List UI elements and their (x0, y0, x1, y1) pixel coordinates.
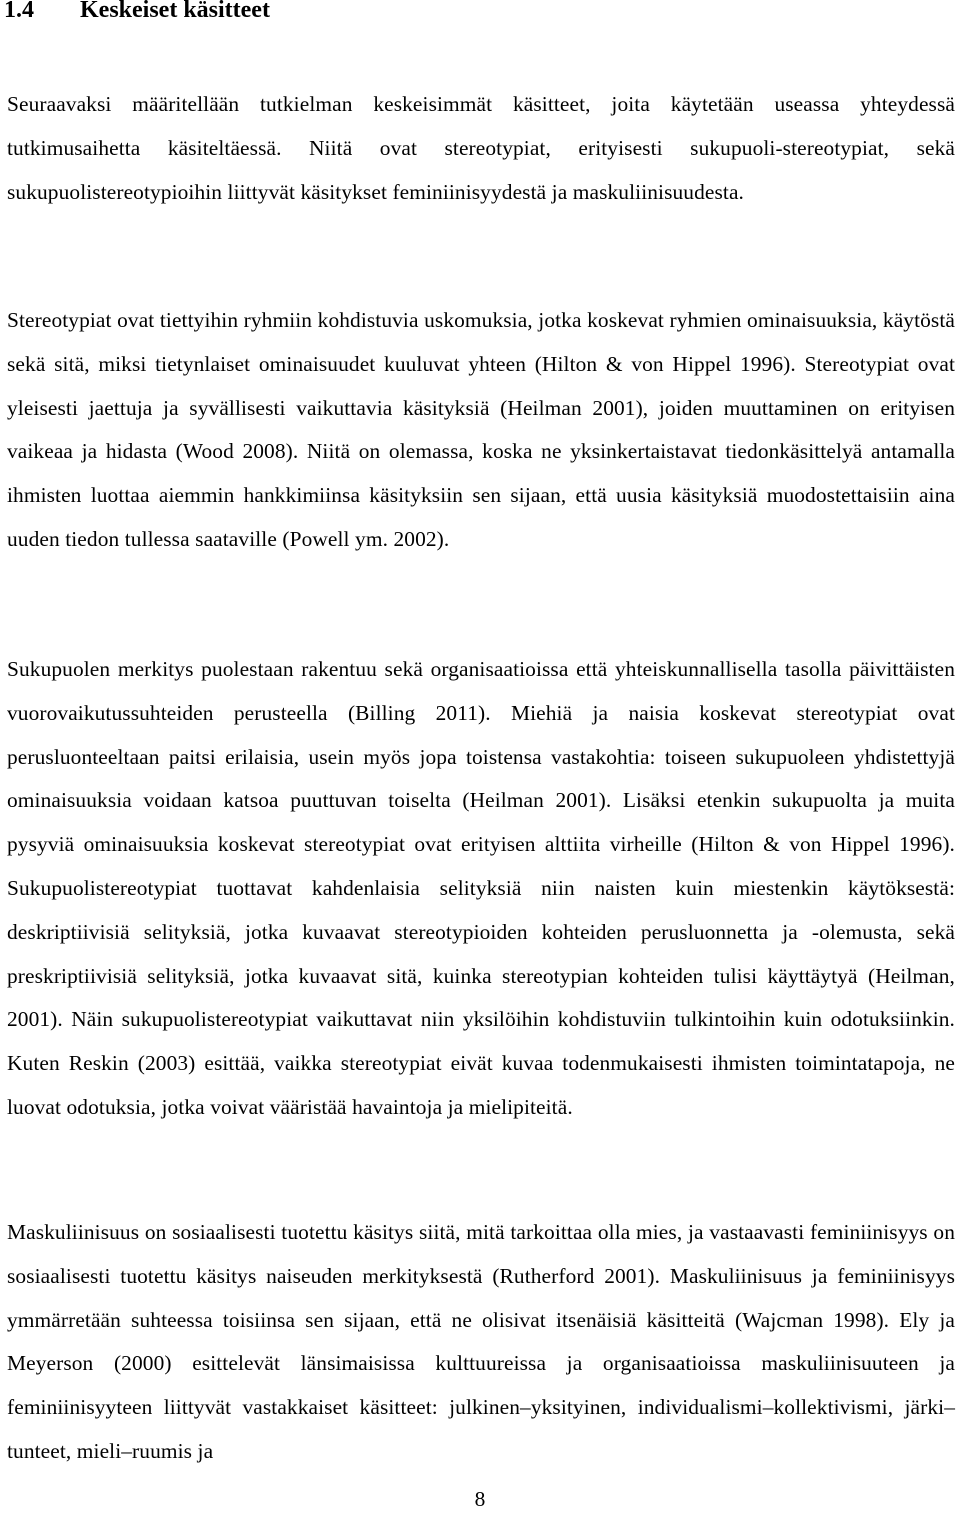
paragraph-stereotypes: Stereotypiat ovat tiettyihin ryhmiin kohdistuvia uskomuksia, jotka koskevat ryhmien ominaisuuksia, käytöstä sekä sitä, miksi tietynlaiset ominaisuudet kuuluvat yhteen (Hilton & von Hippel 1996). Stereotypiat ovat yleisesti jaettuja ja syvällisesti vaikuttavia käsityksiä (Heilman 2001), joiden muuttaminen on erityisen vaikeaa ja hidasta (Wood 2008). Niitä on olemassa, koska ne yksinkertaistavat tiedonkäsittelyä antamalla ihmisten luottaa aiemmin hankkimiinsa käsityksiin sen sijaan, että uusia käsityksiä muodostettaisiin aina uuden tiedon tullessa saataville (Powell ym. 2002). (7, 308, 955, 551)
paragraph-masculinity-femininity: Maskuliinisuus on sosiaalisesti tuotettu käsitys siitä, mitä tarkoittaa olla mies, ja vastaavasti feminiinisyys on sosiaalisesti tuotettu käsitys naiseuden merkityksestä (Rutherford 2001). Maskuliinisuus ja feminiinisyys ymmärretään suhteessa toisiinsa sen sijaan, että ne olisivat itsenäisiä käsitteitä (Wajcman 1998). Ely ja Meyerson (2000) esittelevät länsimaisissa kulttuureissa ja organisaatioissa maskuliinisuuteen ja feminiinisyyteen liittyvät vastakkaiset käsitteet: julkinen–yksityinen, individualismi–kollektivismi, järki–tunteet, mieli–ruumis ja (7, 1220, 955, 1463)
paragraph-intro: Seuraavaksi määritellään tutkielman keskeisimmät käsitteet, joita käytetään useassa yhteydessä tutkimusaihetta käsiteltäessä. Niitä ovat stereotypiat, erityisesti sukupuoli-stereotypiat, sekä sukupuolistereotypioihin liittyvät käsitykset feminiinisyydestä ja maskuliinisuudesta. (7, 92, 955, 204)
section-number: 1.4 (4, 0, 34, 23)
section-heading (4, 0, 270, 26)
section-title: Keskeiset käsitteet (80, 0, 270, 23)
paragraph-gender-stereotypes: Sukupuolen merkitys puolestaan rakentuu sekä organisaatioissa että yhteiskunnallisella tasolla päivittäisten vuorovaikutussuhteiden perusteella (Billing 2011). Miehiä ja naisia koskevat stereotypiat ovat perusluonteeltaan paitsi erilaisia, usein myös jopa toistensa vastakohtia: toiseen sukupuoleen yhdistettyjä ominaisuuksia voidaan katsoa puuttuvan toiselta (Heilman 2001). Lisäksi etenkin sukupuolta ja muita pysyviä ominaisuuksia koskevat stereotypiat ovat erityisen alttiita virheille (Hilton & von Hippel 1996). Sukupuolistereotypiat tuottavat kahdenlaisia selityksiä niin naisten kuin miestenkin käytöksestä: deskriptiivisiä selityksiä, jotka kuvaavat stereotypioiden kohteiden perusluonnetta ja -olemusta, sekä preskriptiivisiä selityksiä, jotka kuvaavat sitä, kuinka stereotypian kohteiden tulisi käyttäytyä (Heilman, 2001). Näin sukupuolistereotypiat vaikuttavat niin yksilöihin kohdistuviin tulkintoihin kuin odotuksiinkin. Kuten Reskin (2003) esittää, vaikka stereotypiat eivät kuvaa todenmukaisesti ihmisten toimintatapoja, ne luovat odotuksia, jotka voivat vääristää havaintoja ja mielipiteitä. (7, 657, 955, 1119)
page-number: 8 (474, 1487, 486, 1511)
